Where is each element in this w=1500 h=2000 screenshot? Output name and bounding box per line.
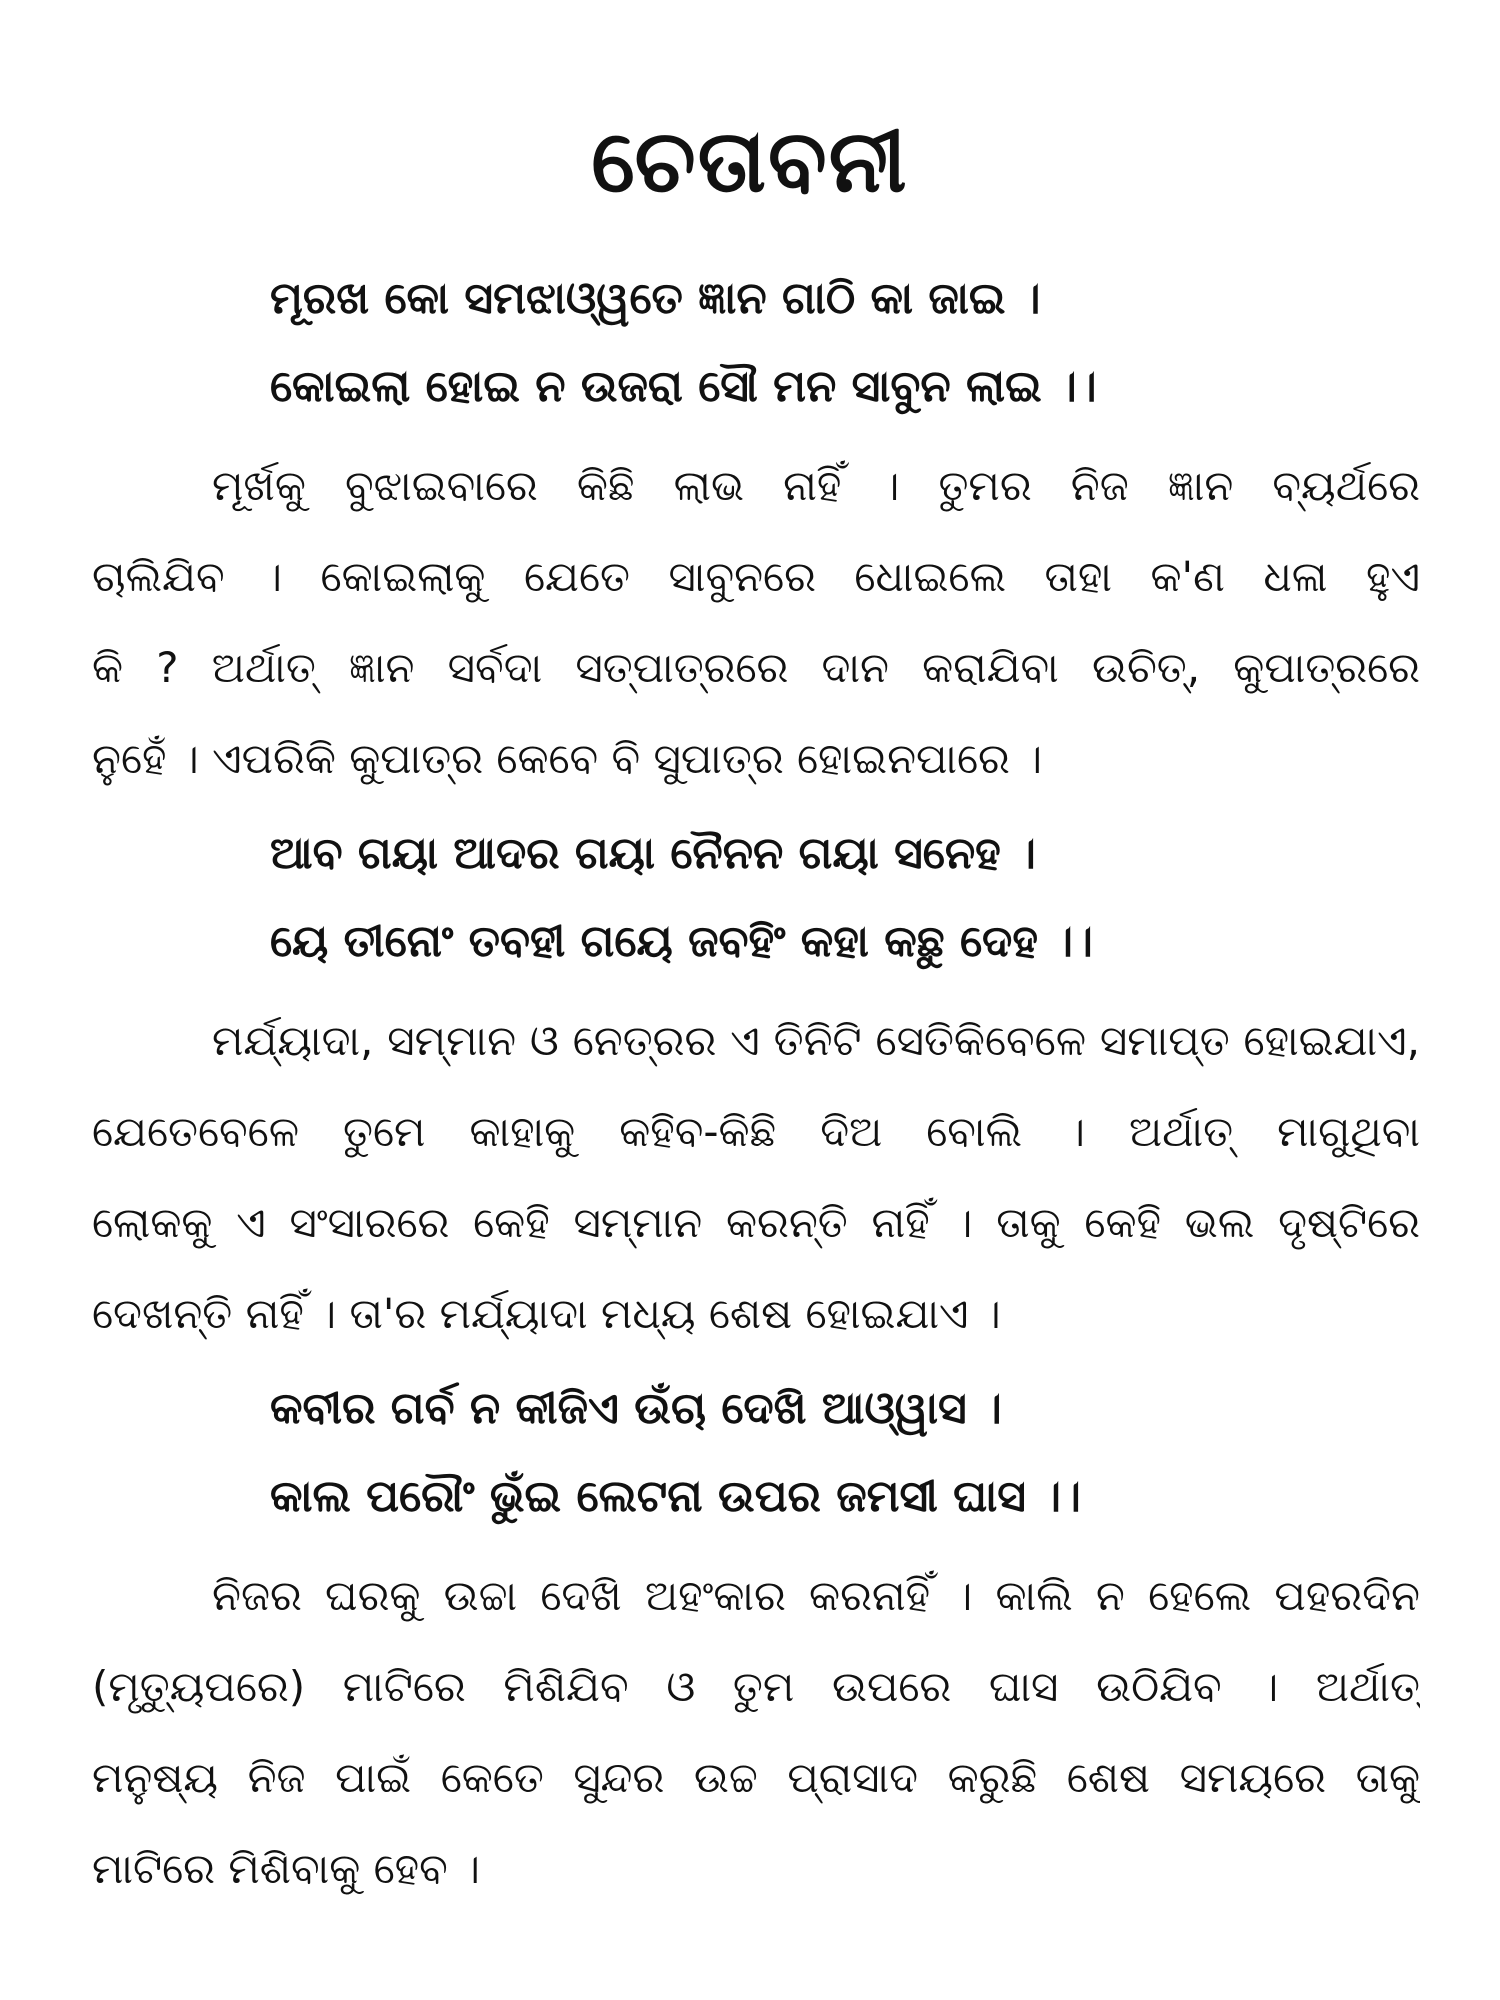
explanation-line: ମର୍ଯ୍ୟାଦା, ସମ୍ମାନ ଓ ନେତ୍ରର ଏ ତିନିଟି ସେତିକିବେଳେ ସମାପ୍ତ ହୋଇଯାଏ,: [212, 1016, 1420, 1065]
explanation-3: [92, 1550, 1420, 1914]
explanation-line: ଦେଖନ୍ତି ନାହିଁ । ତା'ର ମର୍ଯ୍ୟାଦା ମଧ୍ୟ ଶେଷ ହୋଇଯାଏ ।: [92, 1289, 1001, 1338]
couplet-line: ଆବ ଗୟା ଆଦର ଗୟା ନୈନନ ଗୟା ସନେହ ।: [270, 828, 1036, 879]
couplet-line: କବୀର ଗର୍ବ ନ କୀଜିଏ ଉଁଚା ଦେଖି ଆଓ୍ୱାସ ।: [270, 1383, 1002, 1434]
explanation-2: [92, 995, 1420, 1359]
couplet-line: କୋଇଲା ହୋଇ ନ ଉଜରା ସୌ ମନ ସାବୁନ ଲାଇ ।।: [270, 361, 1097, 412]
explanation-line: (ମୃତ୍ୟୁପରେ) ମାଟିରେ ମିଶିଯିବ ଓ ତୁମ ଉପରେ ଘାସ ଉଠିଯିବ । ଅର୍ଥାତ୍: [92, 1662, 1420, 1711]
explanation-line: ନୁହେଁ । ଏପରିକି କୁପାତ୍ର କେବେ ବି ସୁପାତ୍ର ହୋଇନପାରେ ।: [92, 734, 1043, 783]
explanation-line: ଯେତେବେଳେ ତୁମେ କାହାକୁ କହିବ-କିଛି ଦିଅ ବୋଲି । ଅର୍ଥାତ୍ ମାଗୁଥିବା: [92, 1107, 1420, 1156]
explanation-line: ଚାଲିଯିବ । କୋଇଲାକୁ ଯେତେ ସାବୁନରେ ଧୋଇଲେ ତାହା କ'ଣ ଧଳା ହୁଏ: [92, 552, 1420, 601]
couplet-1: [270, 255, 1380, 431]
explanation-line: କି ? ଅର୍ଥାତ୍ ଜ୍ଞାନ ସର୍ବଦା ସତ୍‌ପାତ୍ରରେ ଦାନ କରାଯିବା ଉଚିତ୍, କୁପାତ୍ରରେ: [92, 643, 1420, 692]
explanation-line: ଲୋକକୁ ଏ ସଂସାରରେ କେହି ସମ୍ମାନ କରନ୍ତି ନାହିଁ । ତାକୁ କେହି ଭଲ ଦୃଷ୍ଟିରେ: [92, 1198, 1420, 1247]
couplet-2: [270, 810, 1380, 986]
explanation-line: ମାଟିରେ ମିଶିବାକୁ ହେବ ।: [92, 1844, 481, 1893]
couplet-3: [270, 1365, 1380, 1541]
couplet-line: ୟେ ତୀନୋଂ ତବହୀ ଗୟେ ଜବହିଂ କହା କଛୁ ଦେହ ।।: [270, 916, 1093, 967]
explanation-line: ମନୁଷ୍ୟ ନିଜ ପାଇଁ କେତେ ସୁନ୍ଦର ଉଚ୍ଚ ପ୍ରାସାଦ କରୁଛି ଶେଷ ସମୟରେ ତାକୁ: [92, 1753, 1420, 1802]
explanation-line: ନିଜର ଘରକୁ ଉଚ୍ଚା ଦେଖି ଅହଂକାର କରନାହିଁ । କାଲି ନ ହେଲେ ପହରଦିନ: [212, 1571, 1420, 1620]
page-title: ଚେତାବନୀ: [591, 112, 909, 212]
explanation-line: ମୂର୍ଖକୁ ବୁଝାଇବାରେ କିଛି ଲାଭ ନାହିଁ । ତୁମର ନିଜ ଜ୍ଞାନ ବ୍ୟର୍ଥରେ: [212, 461, 1420, 510]
couplet-line: କାଲ ପରୌଂ ଭୁଁଇ ଲେଟନା ଉପର ଜମସୀ ଘାସ ।।: [270, 1471, 1081, 1522]
explanation-1: [92, 440, 1420, 804]
couplet-line: ମୂରଖ କୋ ସମଝାଓ୍ୱତେ ଜ୍ଞାନ ଗାଠି କା ଜାଇ ।: [270, 273, 1041, 324]
